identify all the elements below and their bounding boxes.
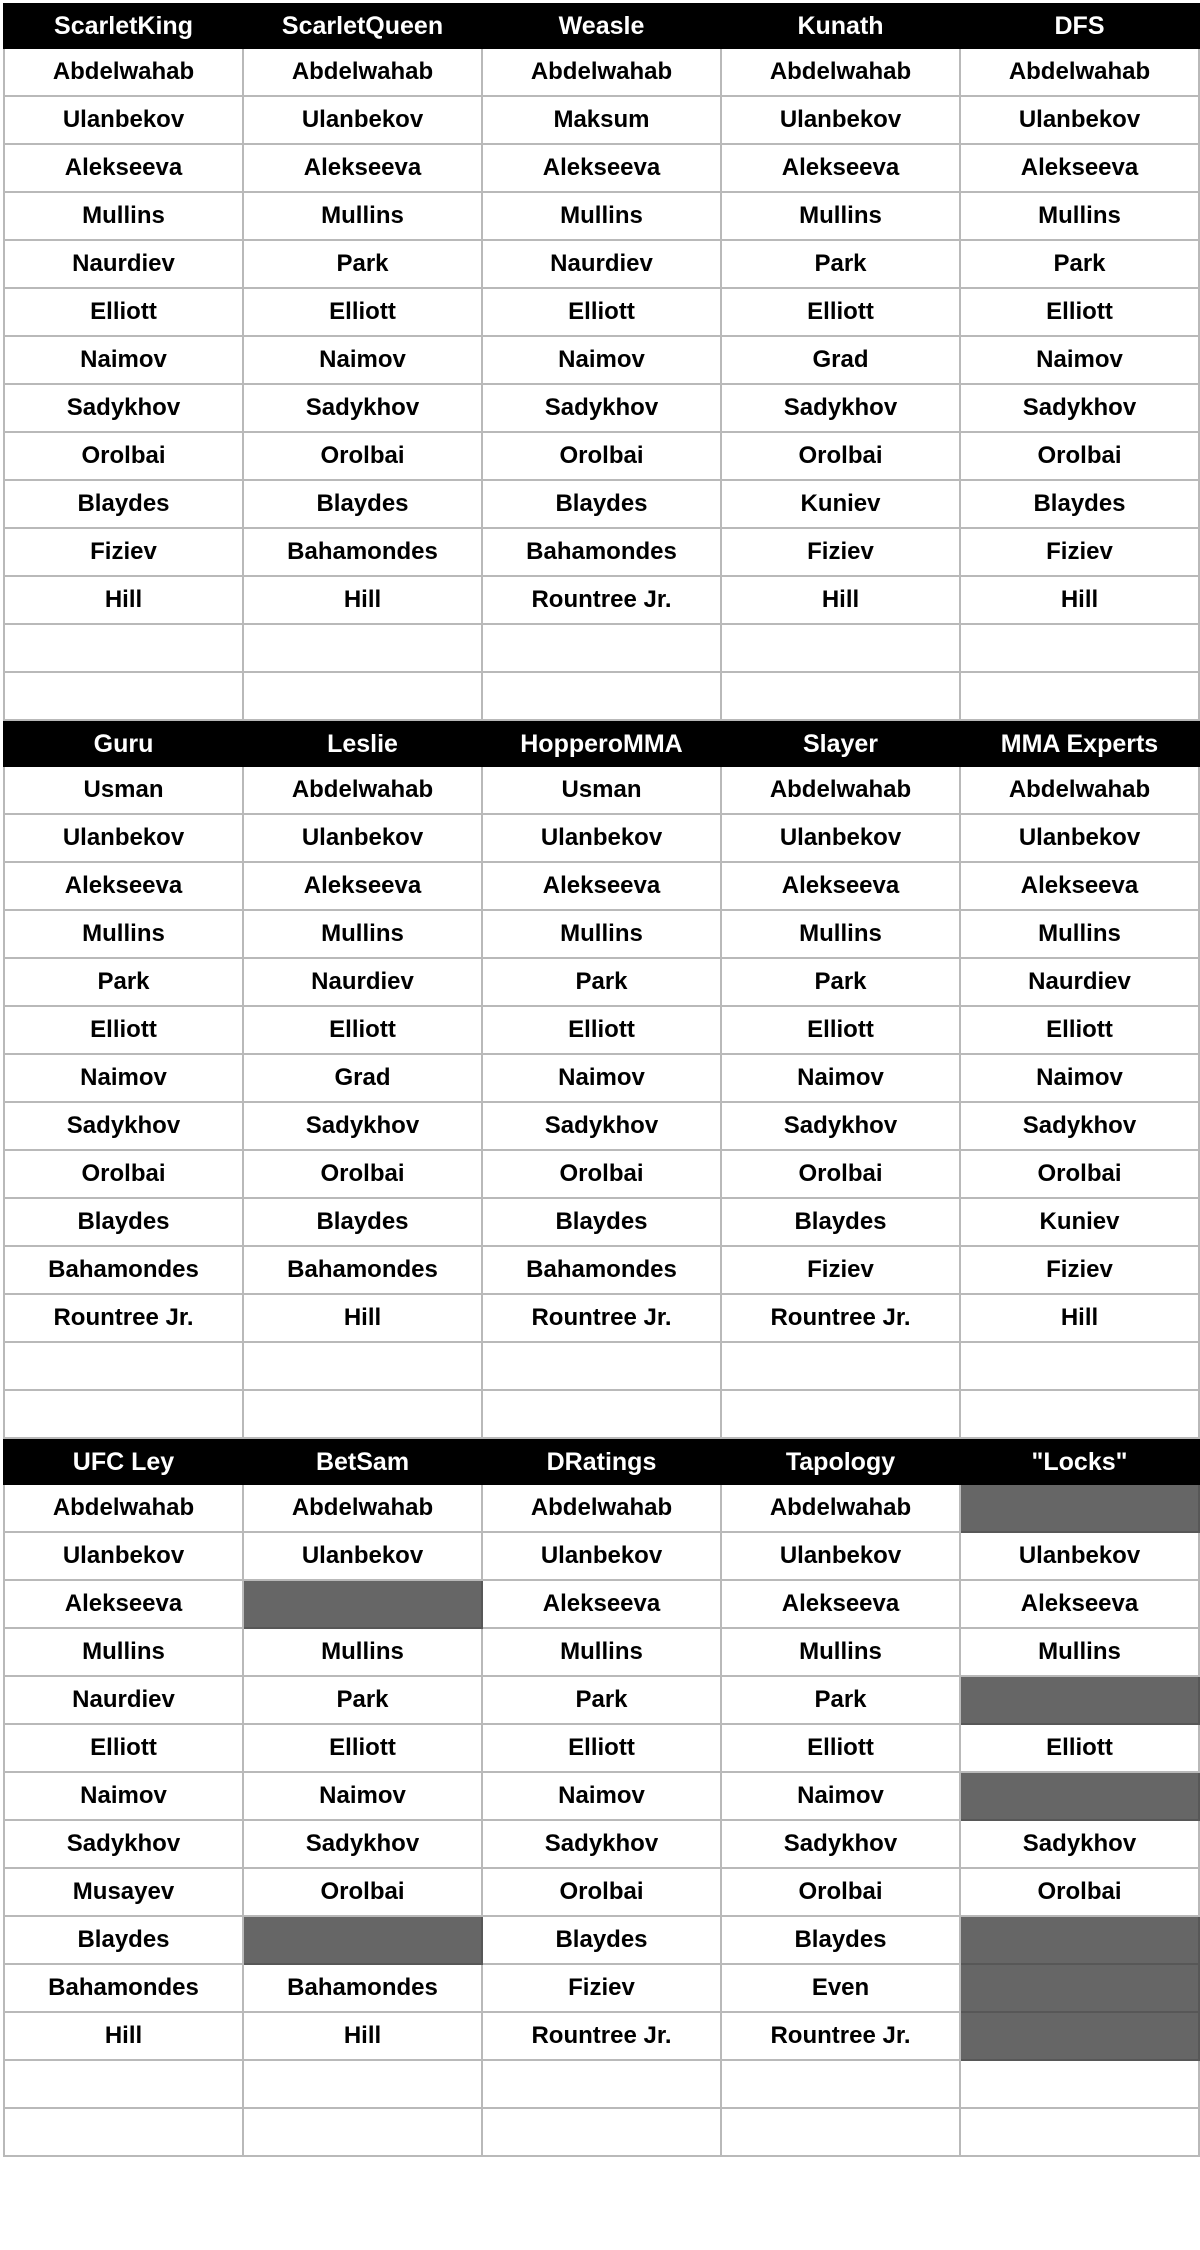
pick-cell: Mullins	[721, 192, 960, 240]
pick-cell: Park	[243, 240, 482, 288]
table-row	[4, 1772, 1199, 1820]
table-row	[4, 1676, 1199, 1724]
table-row	[4, 1580, 1199, 1628]
pick-cell: Ulanbekov	[721, 814, 960, 862]
pick-cell: Hill	[960, 1294, 1199, 1342]
table-row	[4, 480, 1199, 528]
column-header: Slayer	[721, 722, 960, 766]
pick-cell: Blaydes	[243, 480, 482, 528]
pick-cell: Rountree Jr.	[482, 2012, 721, 2060]
table-row	[4, 766, 1199, 814]
empty-cell	[243, 672, 482, 720]
empty-cell	[4, 672, 243, 720]
pick-cell: Alekseeva	[960, 144, 1199, 192]
pick-cell: Elliott	[4, 288, 243, 336]
column-header: Tapology	[721, 1440, 960, 1484]
empty-cell	[482, 2108, 721, 2156]
table-row	[4, 384, 1199, 432]
pick-cell: Musayev	[4, 1868, 243, 1916]
empty-cell	[721, 1390, 960, 1438]
column-header: DRatings	[482, 1440, 721, 1484]
table-row	[4, 288, 1199, 336]
pick-cell: Ulanbekov	[4, 96, 243, 144]
table-row	[4, 1484, 1199, 1532]
empty-cell	[243, 2060, 482, 2108]
pick-cell: Mullins	[4, 910, 243, 958]
column-header: "Locks"	[960, 1440, 1199, 1484]
no-pick-cell	[960, 1964, 1199, 2012]
pick-cell: Mullins	[243, 910, 482, 958]
pick-cell: Mullins	[960, 192, 1199, 240]
table-row	[4, 1724, 1199, 1772]
pick-cell: Bahamondes	[4, 1964, 243, 2012]
table-row	[4, 528, 1199, 576]
table-row	[4, 576, 1199, 624]
table-row	[4, 1916, 1199, 1964]
pick-cell: Hill	[243, 2012, 482, 2060]
pick-cell: Alekseeva	[482, 1580, 721, 1628]
pick-cell: Hill	[721, 576, 960, 624]
pick-cell: Alekseeva	[960, 862, 1199, 910]
pick-cell: Ulanbekov	[721, 96, 960, 144]
pick-cell: Ulanbekov	[243, 96, 482, 144]
pick-cell: Abdelwahab	[4, 1484, 243, 1532]
pick-cell: Alekseeva	[482, 862, 721, 910]
pick-cell: Elliott	[4, 1006, 243, 1054]
column-header: MMA Experts	[960, 722, 1199, 766]
pick-cell: Mullins	[960, 1628, 1199, 1676]
pick-cell: Naimov	[4, 336, 243, 384]
pick-cell: Sadykhov	[243, 1820, 482, 1868]
pick-cell: Abdelwahab	[482, 1484, 721, 1532]
table-row	[4, 814, 1199, 862]
pick-cell: Orolbai	[482, 432, 721, 480]
empty-cell	[960, 1390, 1199, 1438]
empty-cell	[482, 2060, 721, 2108]
table-row	[4, 144, 1199, 192]
pick-cell: Sadykhov	[482, 1102, 721, 1150]
pick-cell: Ulanbekov	[243, 1532, 482, 1580]
table-row	[4, 1054, 1199, 1102]
pick-cell: Bahamondes	[243, 1964, 482, 2012]
pick-cell: Ulanbekov	[4, 814, 243, 862]
header-row	[4, 722, 1199, 766]
empty-cell	[721, 2060, 960, 2108]
pick-cell: Park	[721, 958, 960, 1006]
pick-cell: Abdelwahab	[960, 48, 1199, 96]
pick-cell: Orolbai	[243, 432, 482, 480]
pick-cell: Naurdiev	[960, 958, 1199, 1006]
pick-cell: Abdelwahab	[243, 766, 482, 814]
pick-cell: Naurdiev	[4, 240, 243, 288]
pick-cell: Orolbai	[960, 1150, 1199, 1198]
pick-cell: Orolbai	[4, 1150, 243, 1198]
pick-cell: Sadykhov	[482, 1820, 721, 1868]
table-row	[4, 432, 1199, 480]
empty-cell	[482, 672, 721, 720]
pick-cell: Bahamondes	[4, 1246, 243, 1294]
pick-cell: Elliott	[243, 288, 482, 336]
empty-cell	[243, 1342, 482, 1390]
pick-cell: Grad	[721, 336, 960, 384]
empty-cell	[960, 1342, 1199, 1390]
pick-cell: Ulanbekov	[960, 1532, 1199, 1580]
empty-cell	[4, 1342, 243, 1390]
pick-cell: Mullins	[721, 910, 960, 958]
pick-cell: Elliott	[721, 1006, 960, 1054]
pick-cell: Sadykhov	[243, 384, 482, 432]
pick-cell: Hill	[243, 576, 482, 624]
pick-cell: Orolbai	[482, 1150, 721, 1198]
pick-cell: Hill	[4, 576, 243, 624]
pick-cell: Ulanbekov	[243, 814, 482, 862]
empty-cell	[721, 2108, 960, 2156]
pick-cell: Orolbai	[243, 1868, 482, 1916]
pick-cell: Naimov	[4, 1772, 243, 1820]
pick-cell: Mullins	[4, 192, 243, 240]
pick-cell: Elliott	[243, 1006, 482, 1054]
pick-cell: Orolbai	[960, 1868, 1199, 1916]
pick-cell: Naimov	[721, 1054, 960, 1102]
column-header: BetSam	[243, 1440, 482, 1484]
pick-cell: Naimov	[243, 336, 482, 384]
pick-cell: Mullins	[4, 1628, 243, 1676]
pick-cell: Elliott	[482, 1724, 721, 1772]
empty-cell	[960, 2108, 1199, 2156]
pick-cell: Mullins	[243, 1628, 482, 1676]
empty-cell	[482, 1390, 721, 1438]
pick-cell: Blaydes	[4, 1198, 243, 1246]
empty-cell	[721, 672, 960, 720]
pick-cell: Naimov	[4, 1054, 243, 1102]
empty-row	[4, 2060, 1199, 2108]
pick-cell: Mullins	[482, 192, 721, 240]
pick-cell: Sadykhov	[960, 1102, 1199, 1150]
pick-cell: Naimov	[482, 1772, 721, 1820]
empty-cell	[960, 624, 1199, 672]
pick-cell: Naimov	[960, 1054, 1199, 1102]
pick-cell: Abdelwahab	[243, 48, 482, 96]
pick-cell: Rountree Jr.	[482, 576, 721, 624]
no-pick-cell	[960, 1772, 1199, 1820]
pick-cell: Alekseeva	[4, 862, 243, 910]
table-row	[4, 958, 1199, 1006]
pick-cell: Park	[960, 240, 1199, 288]
empty-cell	[4, 2060, 243, 2108]
empty-cell	[243, 1390, 482, 1438]
column-header: DFS	[960, 4, 1199, 48]
empty-cell	[721, 1342, 960, 1390]
header-row	[4, 4, 1199, 48]
pick-cell: Ulanbekov	[482, 814, 721, 862]
pick-cell: Elliott	[482, 288, 721, 336]
pick-cell: Blaydes	[482, 1916, 721, 1964]
column-header: Guru	[4, 722, 243, 766]
empty-row	[4, 1390, 1199, 1438]
empty-cell	[4, 624, 243, 672]
table-row	[4, 862, 1199, 910]
column-header: Leslie	[243, 722, 482, 766]
pick-cell: Blaydes	[4, 1916, 243, 1964]
pick-cell: Blaydes	[721, 1198, 960, 1246]
pick-cell: Naurdiev	[482, 240, 721, 288]
pick-cell: Usman	[4, 766, 243, 814]
pick-cell: Rountree Jr.	[721, 1294, 960, 1342]
table-row	[4, 1820, 1199, 1868]
table-row	[4, 1102, 1199, 1150]
pick-cell: Orolbai	[4, 432, 243, 480]
pick-cell: Elliott	[482, 1006, 721, 1054]
empty-cell	[482, 624, 721, 672]
pick-cell: Blaydes	[4, 480, 243, 528]
table-row	[4, 48, 1199, 96]
empty-cell	[960, 672, 1199, 720]
pick-cell: Blaydes	[243, 1198, 482, 1246]
empty-row	[4, 624, 1199, 672]
empty-cell	[243, 624, 482, 672]
table-row	[4, 96, 1199, 144]
picks-table-section-1	[3, 3, 1200, 721]
pick-cell: Park	[243, 1676, 482, 1724]
pick-cell: Blaydes	[482, 480, 721, 528]
pick-cell: Abdelwahab	[721, 766, 960, 814]
pick-cell: Fiziev	[721, 1246, 960, 1294]
table-row	[4, 240, 1199, 288]
empty-row	[4, 1342, 1199, 1390]
pick-cell: Bahamondes	[243, 1246, 482, 1294]
pick-cell: Rountree Jr.	[721, 2012, 960, 2060]
pick-cell: Bahamondes	[482, 528, 721, 576]
pick-cell: Mullins	[482, 1628, 721, 1676]
pick-cell: Naimov	[243, 1772, 482, 1820]
no-pick-cell	[960, 1484, 1199, 1532]
pick-cell: Ulanbekov	[721, 1532, 960, 1580]
pick-cell: Mullins	[960, 910, 1199, 958]
pick-cell: Fiziev	[721, 528, 960, 576]
pick-cell: Rountree Jr.	[482, 1294, 721, 1342]
empty-row	[4, 2108, 1199, 2156]
table-row	[4, 2012, 1199, 2060]
pick-cell: Bahamondes	[243, 528, 482, 576]
pick-cell: Mullins	[721, 1628, 960, 1676]
pick-cell: Hill	[4, 2012, 243, 2060]
table-row	[4, 1964, 1199, 2012]
pick-cell: Sadykhov	[243, 1102, 482, 1150]
pick-cell: Fiziev	[960, 528, 1199, 576]
pick-cell: Blaydes	[721, 1916, 960, 1964]
header-row	[4, 1440, 1199, 1484]
no-pick-cell	[243, 1916, 482, 1964]
table-row	[4, 1246, 1199, 1294]
pick-cell: Naurdiev	[4, 1676, 243, 1724]
empty-cell	[4, 1390, 243, 1438]
pick-cell: Park	[482, 1676, 721, 1724]
picks-table-section-3	[3, 1439, 1200, 2157]
pick-cell: Abdelwahab	[4, 48, 243, 96]
pick-cell: Naimov	[721, 1772, 960, 1820]
pick-cell: Abdelwahab	[721, 48, 960, 96]
pick-cell: Ulanbekov	[960, 96, 1199, 144]
pick-cell: Sadykhov	[960, 384, 1199, 432]
pick-cell: Abdelwahab	[482, 48, 721, 96]
pick-cell: Abdelwahab	[960, 766, 1199, 814]
pick-cell: Alekseeva	[721, 144, 960, 192]
empty-cell	[4, 2108, 243, 2156]
pick-cell: Naimov	[482, 1054, 721, 1102]
empty-cell	[482, 1342, 721, 1390]
no-pick-cell	[960, 2012, 1199, 2060]
pick-cell: Maksum	[482, 96, 721, 144]
pick-cell: Ulanbekov	[960, 814, 1199, 862]
pick-cell: Sadykhov	[4, 384, 243, 432]
pick-cell: Sadykhov	[4, 1102, 243, 1150]
pick-cell: Elliott	[960, 1724, 1199, 1772]
pick-cell: Hill	[960, 576, 1199, 624]
pick-cell: Park	[4, 958, 243, 1006]
table-row	[4, 1198, 1199, 1246]
pick-cell: Park	[482, 958, 721, 1006]
table-row	[4, 1532, 1199, 1580]
column-header: ScarletQueen	[243, 4, 482, 48]
no-pick-cell	[960, 1916, 1199, 1964]
pick-cell: Elliott	[243, 1724, 482, 1772]
table-row	[4, 910, 1199, 958]
pick-cell: Mullins	[482, 910, 721, 958]
empty-cell	[243, 2108, 482, 2156]
pick-cell: Fiziev	[960, 1246, 1199, 1294]
table-row	[4, 1006, 1199, 1054]
pick-cell: Orolbai	[721, 1150, 960, 1198]
pick-cell: Elliott	[960, 1006, 1199, 1054]
picks-table-section-2	[3, 721, 1200, 1439]
column-header: UFC Ley	[4, 1440, 243, 1484]
pick-cell: Sadykhov	[721, 384, 960, 432]
no-pick-cell	[960, 1676, 1199, 1724]
pick-cell: Blaydes	[482, 1198, 721, 1246]
empty-cell	[721, 624, 960, 672]
pick-cell: Sadykhov	[960, 1820, 1199, 1868]
column-header: ScarletKing	[4, 4, 243, 48]
table-row	[4, 1628, 1199, 1676]
pick-cell: Bahamondes	[482, 1246, 721, 1294]
pick-cell: Park	[721, 240, 960, 288]
pick-cell: Ulanbekov	[4, 1532, 243, 1580]
pick-cell: Abdelwahab	[721, 1484, 960, 1532]
pick-cell: Alekseeva	[4, 1580, 243, 1628]
pick-cell: Alekseeva	[4, 144, 243, 192]
pick-cell: Orolbai	[482, 1868, 721, 1916]
pick-cell: Hill	[243, 1294, 482, 1342]
pick-cell: Fiziev	[4, 528, 243, 576]
pick-cell: Kuniev	[960, 1198, 1199, 1246]
pick-cell: Orolbai	[960, 432, 1199, 480]
pick-cell: Sadykhov	[4, 1820, 243, 1868]
table-row	[4, 1294, 1199, 1342]
pick-cell: Alekseeva	[960, 1580, 1199, 1628]
column-header: HopperoMMA	[482, 722, 721, 766]
pick-cell: Orolbai	[243, 1150, 482, 1198]
pick-cell: Alekseeva	[721, 1580, 960, 1628]
pick-cell: Sadykhov	[721, 1820, 960, 1868]
table-row	[4, 192, 1199, 240]
pick-cell: Usman	[482, 766, 721, 814]
empty-row	[4, 672, 1199, 720]
table-row	[4, 336, 1199, 384]
pick-cell: Rountree Jr.	[4, 1294, 243, 1342]
empty-cell	[960, 2060, 1199, 2108]
pick-cell: Alekseeva	[243, 862, 482, 910]
pick-cell: Elliott	[960, 288, 1199, 336]
pick-cell: Ulanbekov	[482, 1532, 721, 1580]
pick-cell: Fiziev	[482, 1964, 721, 2012]
pick-cell: Elliott	[4, 1724, 243, 1772]
pick-cell: Mullins	[243, 192, 482, 240]
pick-cell: Alekseeva	[243, 144, 482, 192]
pick-cell: Blaydes	[960, 480, 1199, 528]
pick-cell: Orolbai	[721, 1868, 960, 1916]
pick-cell: Naurdiev	[243, 958, 482, 1006]
table-row	[4, 1868, 1199, 1916]
no-pick-cell	[243, 1580, 482, 1628]
pick-cell: Grad	[243, 1054, 482, 1102]
pick-cell: Abdelwahab	[243, 1484, 482, 1532]
pick-cell: Naimov	[482, 336, 721, 384]
pick-cell: Elliott	[721, 288, 960, 336]
pick-cell: Park	[721, 1676, 960, 1724]
column-header: Kunath	[721, 4, 960, 48]
pick-cell: Kuniev	[721, 480, 960, 528]
pick-cell: Sadykhov	[721, 1102, 960, 1150]
pick-cell: Alekseeva	[721, 862, 960, 910]
pick-cell: Naimov	[960, 336, 1199, 384]
pick-cell: Sadykhov	[482, 384, 721, 432]
pick-cell: Even	[721, 1964, 960, 2012]
pick-cell: Orolbai	[721, 432, 960, 480]
table-row	[4, 1150, 1199, 1198]
pick-cell: Elliott	[721, 1724, 960, 1772]
column-header: Weasle	[482, 4, 721, 48]
pick-cell: Alekseeva	[482, 144, 721, 192]
